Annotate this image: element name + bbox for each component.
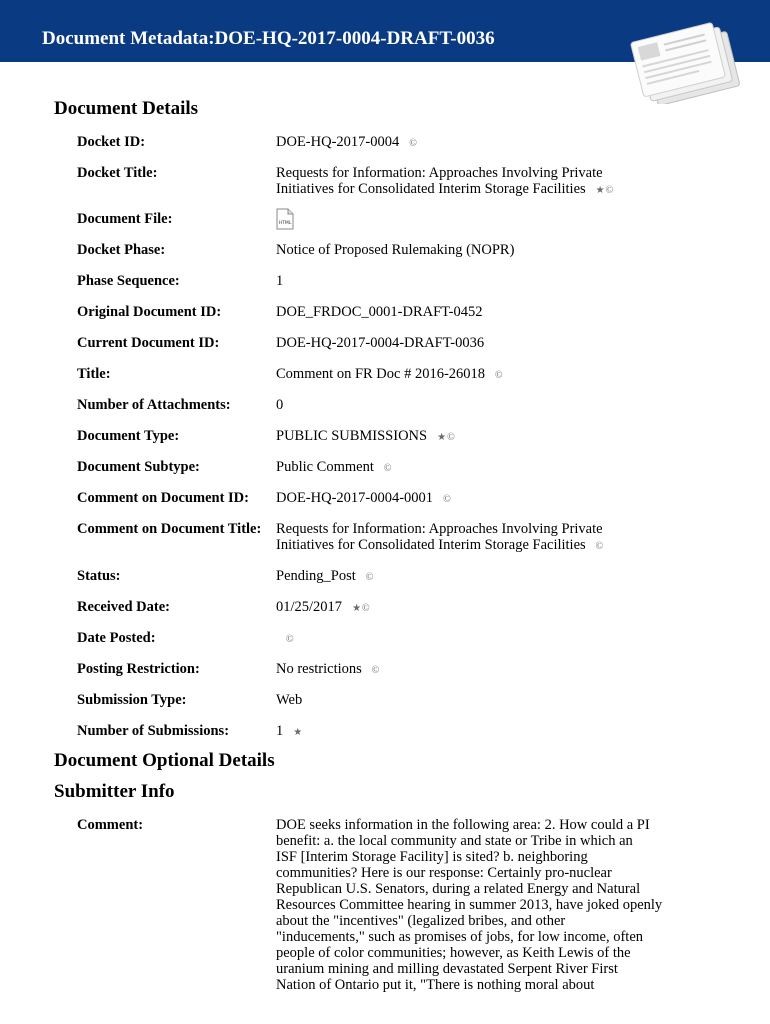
field-label: Document Type: <box>77 428 180 444</box>
globe-icon: © <box>362 603 370 614</box>
docket-title-line-2: Initiatives for Consolidated Interim Storage Facilities <box>276 181 586 197</box>
field-value <box>276 661 706 679</box>
field-value <box>276 630 706 648</box>
field-value <box>276 428 706 446</box>
field-label: Comment: <box>77 817 144 833</box>
field-label: Docket Phase: <box>77 242 166 258</box>
field-value: DOE-HQ-2017-0004-DRAFT-0036 <box>276 335 485 351</box>
comment-on-document-id-value: DOE-HQ-2017-0004-0001 <box>276 490 434 506</box>
page-title: Document Metadata:DOE-HQ-2017-0004-DRAFT-0036 <box>42 28 495 49</box>
document-type-value: PUBLIC SUBMISSIONS <box>276 428 428 444</box>
field-label: Status: <box>77 568 121 584</box>
field-label: Received Date: <box>77 599 170 615</box>
globe-icon: © <box>605 185 614 196</box>
field-label: Posting Restriction: <box>77 661 200 677</box>
field-value: 0 <box>276 397 284 413</box>
field-value: Web <box>276 692 303 708</box>
section-heading-document-details: Document Details <box>54 98 199 119</box>
globe-icon: © <box>447 432 455 443</box>
received-date-value: 01/25/2017 <box>276 599 343 615</box>
field-label: Comment on Document ID: <box>77 490 249 506</box>
comment-line: Resources Committee hearing in summer 2013, have joked openly <box>276 897 663 913</box>
field-label: Docket ID: <box>77 134 146 150</box>
star-icon: ★ <box>437 432 447 443</box>
field-label: Original Document ID: <box>77 304 222 320</box>
globe-icon: © <box>409 138 417 149</box>
field-value <box>276 568 706 586</box>
document-stack-icon <box>610 14 760 104</box>
field-label: Title: <box>77 366 111 382</box>
field-label: Document File: <box>77 211 173 227</box>
field-label: Document Subtype: <box>77 459 200 475</box>
globe-icon: © <box>286 634 294 645</box>
star-icon: ★ <box>352 603 362 614</box>
star-icon: ★ <box>595 185 605 196</box>
comment-line: Republican U.S. Senators, during a related Energy and Natural <box>276 881 641 897</box>
docket-id-value: DOE-HQ-2017-0004 <box>276 134 400 150</box>
section-heading-optional-details: Document Optional Details <box>54 750 275 771</box>
comment-on-document-title-line-1: Requests for Information: Approaches Involving Private <box>276 521 603 537</box>
globe-icon: © <box>495 370 503 381</box>
comment-on-document-title-line-2: Initiatives for Consolidated Interim Storage Facilities <box>276 537 586 553</box>
comment-line: about the "incentives" (legalized bribes, and other <box>276 913 566 929</box>
globe-icon: © <box>365 572 374 583</box>
comment-line: benefit: a. the local community and state or Tribe in which an <box>276 833 633 849</box>
html-file-icon[interactable] <box>276 208 294 230</box>
globe-icon: © <box>595 541 604 552</box>
comment-line: people of color communities; however, as Keith Lewis of the <box>276 945 631 961</box>
docket-title-line-1: Requests for Information: Approaches Involving Private <box>276 165 603 181</box>
field-label: Number of Attachments: <box>77 397 231 413</box>
star-icon: ★ <box>293 727 303 738</box>
comment-line: uranium mining and milling devastated Serpent River First <box>276 961 618 977</box>
document-subtype-value: Public Comment <box>276 459 374 475</box>
field-value <box>276 521 706 555</box>
field-label: Submission Type: <box>77 692 187 708</box>
field-label: Date Posted: <box>77 630 156 646</box>
section-heading-submitter-info: Submitter Info <box>54 781 175 802</box>
field-label: Docket Title: <box>77 165 158 181</box>
field-value <box>276 459 706 477</box>
field-value <box>276 211 706 230</box>
globe-icon: © <box>371 665 380 676</box>
field-label: Phase Sequence: <box>77 273 180 289</box>
html-file-icon-text: HTML <box>278 221 292 226</box>
globe-icon: © <box>383 463 392 474</box>
comment-line: ISF [Interim Storage Facility] is sited? b. neighboring <box>276 849 588 865</box>
field-value <box>276 366 706 384</box>
field-value <box>276 599 706 617</box>
field-value: Notice of Proposed Rulemaking (NOPR) <box>276 242 515 258</box>
status-value: Pending_Post <box>276 568 356 584</box>
globe-icon: © <box>443 494 451 505</box>
field-value <box>276 490 706 508</box>
field-value <box>276 134 706 152</box>
field-value <box>276 165 706 199</box>
field-label: Number of Submissions: <box>77 723 230 739</box>
comment-line: communities? Here is our response: Certainly pro-nuclear <box>276 865 612 881</box>
field-value: 1 <box>276 273 284 289</box>
field-value <box>276 723 706 741</box>
comment-line: Nation of Ontario put it, "There is nothing moral about <box>276 977 595 993</box>
comment-text <box>276 817 706 993</box>
field-label: Current Document ID: <box>77 335 220 351</box>
posting-restriction-value: No restrictions <box>276 661 362 677</box>
header-banner <box>0 0 770 62</box>
title-value: Comment on FR Doc # 2016-26018 <box>276 366 486 382</box>
field-value: DOE_FRDOC_0001-DRAFT-0452 <box>276 304 483 320</box>
comment-line: "inducements," such as promises of jobs, for low income, often <box>276 929 644 945</box>
field-label: Comment on Document Title: <box>77 521 262 537</box>
number-of-submissions-value: 1 <box>276 723 284 739</box>
comment-line: DOE seeks information in the following area: 2. How could a PI <box>276 817 650 833</box>
